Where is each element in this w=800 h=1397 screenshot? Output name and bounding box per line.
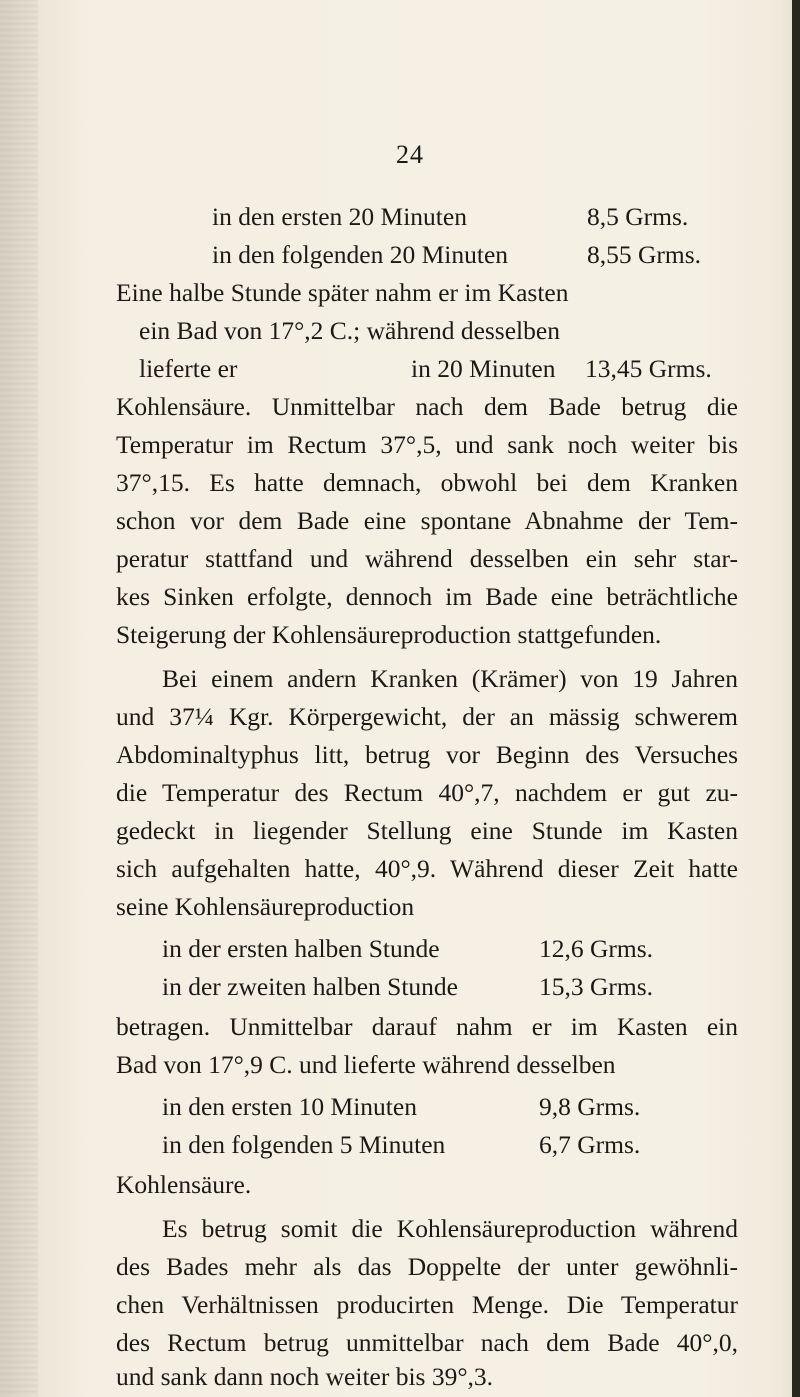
table2-row2-label: in der zweiten halben Stunde: [162, 972, 458, 1001]
para1-text-line: Kohlensäure. Unmittelbar nach dem Bade betrug die: [116, 392, 738, 421]
para2-first-line: Bei einem andern Kranken (Krämer) von 19 Jahren: [162, 664, 738, 693]
table3-row1-label: in den ersten 10 Minuten: [162, 1092, 417, 1121]
para1-last-line: Steigerung der Kohlensäureproduction stattgefunden.: [116, 620, 662, 649]
table3-row2-label: in den folgenden 5 Minuten: [162, 1130, 446, 1159]
para1-line1: Eine halbe Stunde später nahm er im Kasten: [116, 278, 569, 307]
para2-text-line: Abdominaltyphus litt, betrug vor Beginn des Versuches: [116, 740, 738, 769]
table2-row2-value: 15,3 Grms.: [539, 972, 654, 1001]
para1-text-line: peratur stattfand und während desselben ein sehr star-: [116, 544, 738, 573]
para1-line2: ein Bad von 17°,2 C.; während desselben: [139, 316, 560, 345]
para3-line2: Bad von 17°,9 C. und lieferte während desselben: [116, 1050, 616, 1079]
table3-row2-value: 6,7 Grms.: [539, 1130, 641, 1159]
page-edge-shadow: [792, 0, 800, 1397]
para4-text-line: chen Verhältnissen producirten Menge. Die Temperatur: [116, 1290, 738, 1319]
para1-text-line: schon vor dem Bade eine spontane Abnahme der Tem-: [116, 506, 738, 535]
binding-gutter: [0, 0, 38, 1397]
para2-text-line: sich aufgehalten hatte, 40°,9. Während dieser Zeit hatte: [116, 854, 738, 883]
table2-row1-value: 12,6 Grms.: [539, 934, 654, 963]
para1-line3-value: 13,45 Grms.: [585, 354, 712, 383]
para1-text-line: Temperatur im Rectum 37°,5, und sank noch weiter bis: [116, 430, 738, 459]
para1-text-line: 37°,15. Es hatte demnach, obwohl bei dem Kranken: [116, 468, 738, 497]
para2-last-line: seine Kohlensäureproduction: [116, 892, 415, 921]
table3-row1-value: 9,8 Grms.: [539, 1092, 641, 1121]
table1-row1-label: in den ersten 20 Minuten: [212, 202, 467, 231]
para4-text-line: des Bades mehr als das Doppelte der unter gewöhnli-: [116, 1252, 738, 1281]
page-number: 24: [396, 140, 424, 169]
para1-text-line: kes Sinken erfolgte, dennoch im Bade eine beträchtliche: [116, 582, 738, 611]
para4-first-line: Es betrug somit die Kohlensäureproduction während: [162, 1214, 738, 1243]
para3-line1: betragen. Unmittelbar darauf nahm er im Kasten ein: [116, 1012, 738, 1041]
para4-text-line: des Rectum betrug unmittelbar nach dem Bade 40°,0,: [116, 1328, 738, 1357]
table1-row2-label: in den folgenden 20 Minuten: [212, 240, 509, 269]
table2-row1-label: in der ersten halben Stunde: [162, 934, 440, 963]
para1-line3-mid: in 20 Minuten: [411, 354, 556, 383]
para4-last-line: und sank dann noch weiter bis 39°,3.: [116, 1362, 494, 1391]
para2-text-line: die Temperatur des Rectum 40°,7, nachdem er gut zu-: [116, 778, 738, 807]
para3-end-line: Kohlensäure.: [116, 1170, 252, 1199]
para2-text-line: und 37¼ Kgr. Körpergewicht, der an mässig schwerem: [116, 702, 738, 731]
para2-text-line: gedeckt in liegender Stellung eine Stunde im Kasten: [116, 816, 738, 845]
table1-row2-value: 8,55 Grms.: [587, 240, 702, 269]
table1-row1-value: 8,5 Grms.: [587, 202, 689, 231]
para1-line3-label: lieferte er: [139, 354, 238, 383]
